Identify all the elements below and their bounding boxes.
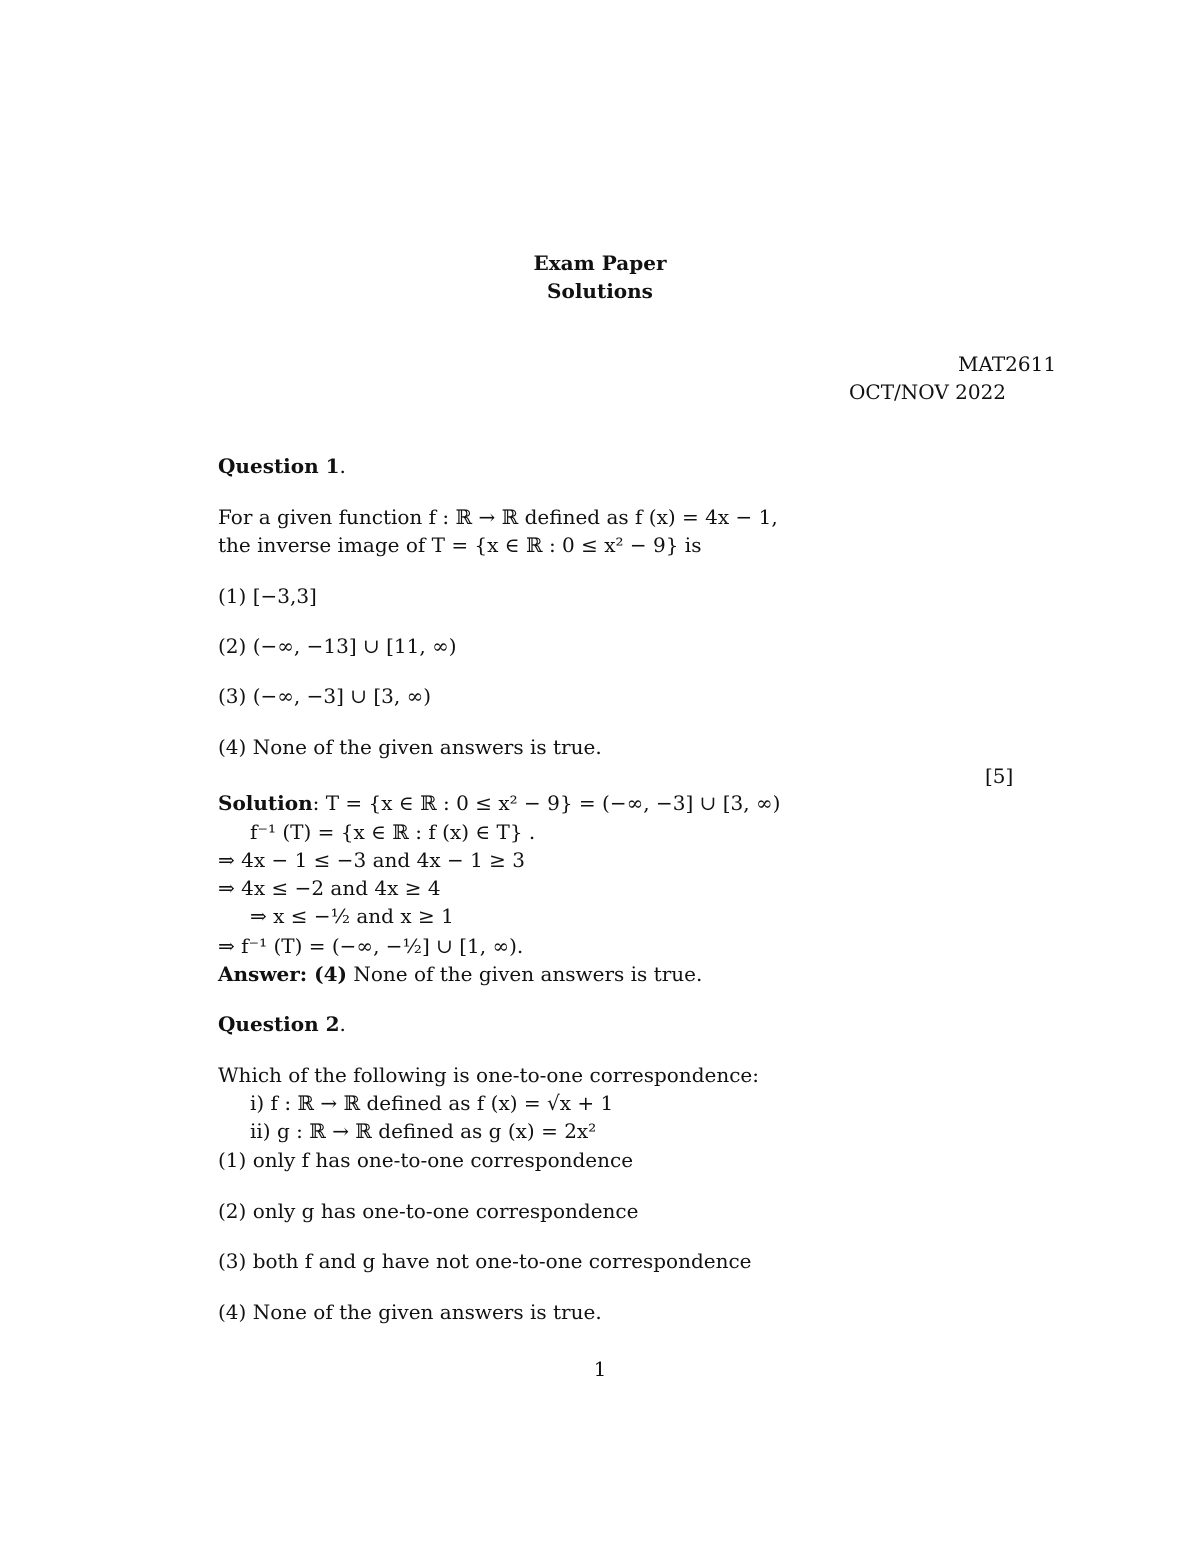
solution-line-2: f⁻¹ (T) = {x ∈ ℝ : f (x) ∈ T} .: [250, 820, 536, 844]
solution-line-3: ⇒ 4x − 1 ≤ −3 and 4x − 1 ≥ 3: [218, 848, 525, 872]
solution-line-1: [218, 790, 780, 816]
question-1-prompt-line-2: the inverse image of T = {x ∈ ℝ : 0 ≤ x² − 9} is: [218, 533, 702, 557]
question-2-heading-end: .: [339, 1012, 346, 1036]
question-1-option-2: (2) (−∞, −13] ∪ [11, ∞): [218, 634, 457, 658]
question-1-option-4: (4) None of the given answers is true.: [218, 735, 602, 759]
question-2-option-1: (1) only f has one-to-one correspondence: [218, 1148, 634, 1172]
solution-line-1-text: : T = {x ∈ ℝ : 0 ≤ x² − 9} = (−∞, −3] ∪ [3, ∞): [312, 791, 781, 815]
question-2-option-2: (2) only g has one-to-one correspondence: [218, 1199, 639, 1223]
question-1-label: Question 1: [218, 454, 340, 478]
question-2-item-i: i) f : ℝ → ℝ defined as f (x) = √x + 1: [250, 1091, 614, 1115]
page-number: 1: [593, 1357, 607, 1381]
question-1-heading: [218, 453, 346, 479]
exam-session: OCT/NOV 2022: [849, 380, 1007, 404]
document-subtitle: Solutions: [547, 279, 653, 303]
question-2-heading: [218, 1011, 346, 1037]
question-1-marks: [5]: [985, 764, 1014, 788]
question-1-option-1: (1) [−3,3]: [218, 584, 317, 608]
solution-line-6: ⇒ f⁻¹ (T) = (−∞, −½] ∪ [1, ∞).: [218, 934, 524, 958]
question-2-option-3: (3) both f and g have not one-to-one correspondence: [218, 1249, 752, 1273]
question-2-prompt: Which of the following is one-to-one correspondence:: [218, 1063, 759, 1087]
question-2-item-ii: ii) g : ℝ → ℝ defined as g (x) = 2x²: [250, 1119, 597, 1143]
question-2-label: Question 2: [218, 1012, 340, 1036]
solution-line-5: ⇒ x ≤ −½ and x ≥ 1: [250, 904, 454, 928]
document-title: Exam Paper: [533, 251, 667, 275]
solution-label: Solution: [218, 791, 313, 815]
question-2-option-4: (4) None of the given answers is true.: [218, 1300, 602, 1324]
answer-label: Answer: (4): [218, 962, 347, 986]
answer-line: [218, 961, 702, 987]
solution-line-4: ⇒ 4x ≤ −2 and 4x ≥ 4: [218, 876, 441, 900]
question-1-prompt-line-1: For a given function f : ℝ → ℝ defined as f (x) = 4x − 1,: [218, 505, 778, 529]
question-1-heading-end: .: [339, 454, 346, 478]
answer-text: None of the given answers is true.: [346, 962, 703, 986]
question-1-option-3: (3) (−∞, −3] ∪ [3, ∞): [218, 684, 432, 708]
course-code: MAT2611: [958, 352, 1057, 376]
